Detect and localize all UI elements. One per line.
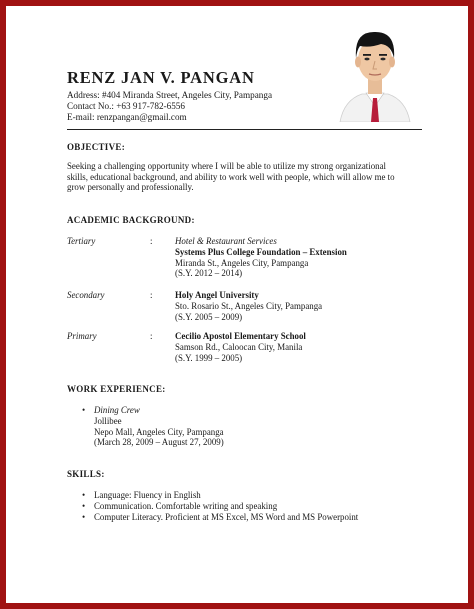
contact-value: +63 917-782-6556 <box>116 101 185 111</box>
school-address: Miranda St., Angeles City, Pampanga <box>175 257 309 268</box>
school-name: Cecilio Apostol Elementary School <box>175 331 306 341</box>
work-location: Nepo Mall, Angeles City, Pampanga <box>94 426 224 437</box>
skill-item: Language: Fluency in English <box>94 490 201 500</box>
education-level-secondary: Secondary <box>67 290 105 300</box>
email-line <box>67 112 187 124</box>
school-years: (S.Y. 2012 – 2014) <box>175 268 243 279</box>
education-entry-secondary <box>175 290 322 322</box>
bullet-icon: • <box>82 490 86 500</box>
school-years: (S.Y. 1999 – 2005) <box>175 352 243 363</box>
profile-photo <box>336 20 414 122</box>
education-level-primary: Primary <box>67 331 97 341</box>
school-name: Systems Plus College Foundation – Extension <box>175 246 347 257</box>
address-line <box>67 90 272 102</box>
education-colon: : <box>150 290 153 300</box>
work-dates: (March 28, 2009 – August 27, 2009) <box>94 437 224 448</box>
objective-line: Seeking a challenging opportunity where I will be able to utilize my strong organizational <box>67 161 387 171</box>
objective-line: grow personally and professionally. <box>67 182 194 193</box>
education-level-tertiary: Tertiary <box>67 236 96 246</box>
work-heading: WORK EXPERIENCE: <box>67 384 166 394</box>
skills-heading: SKILLS: <box>67 469 105 479</box>
school-years: (S.Y. 2005 – 2009) <box>175 311 243 322</box>
skill-item: Computer Literacy. Proficient at MS Excel, MS Word and MS Powerpoint <box>94 512 359 522</box>
email-value: renzpangan@gmail.com <box>96 112 187 122</box>
bullet-icon: • <box>82 405 86 415</box>
objective-heading: OBJECTIVE: <box>67 142 126 152</box>
skill-item: Communication. Comfortable writing and speaking <box>94 501 278 511</box>
profile-photo-icon <box>336 20 414 122</box>
course-name: Hotel & Restaurant Services <box>175 236 277 246</box>
work-entry <box>94 405 224 448</box>
bullet-icon: • <box>82 501 86 511</box>
objective-line: skills, educational background, and ability to work well with people, which will allow me to <box>67 171 395 182</box>
work-company: Jollibee <box>94 415 122 426</box>
header-divider <box>67 129 422 130</box>
address-value: #404 Miranda Street, Angeles City, Pampanga <box>101 90 273 100</box>
school-address: Sto. Rosario St., Angeles City, Pampanga <box>175 300 323 311</box>
objective-text <box>67 161 427 193</box>
education-entry-tertiary <box>175 236 347 279</box>
contact-label: Contact No.: <box>67 101 114 111</box>
education-heading: ACADEMIC BACKGROUND: <box>67 215 195 225</box>
applicant-name: RENZ JAN V. PANGAN <box>67 68 255 87</box>
contact-line <box>67 101 185 113</box>
education-colon: : <box>150 331 153 341</box>
bullet-icon: • <box>82 512 86 522</box>
address-label: Address: <box>67 90 100 100</box>
work-position: Dining Crew <box>94 405 140 415</box>
education-entry-primary <box>175 331 306 363</box>
school-name: Holy Angel University <box>175 290 259 300</box>
education-colon: : <box>150 236 153 246</box>
school-address: Samson Rd., Caloocan City, Manila <box>175 341 303 352</box>
email-label: E-mail: <box>67 112 95 122</box>
